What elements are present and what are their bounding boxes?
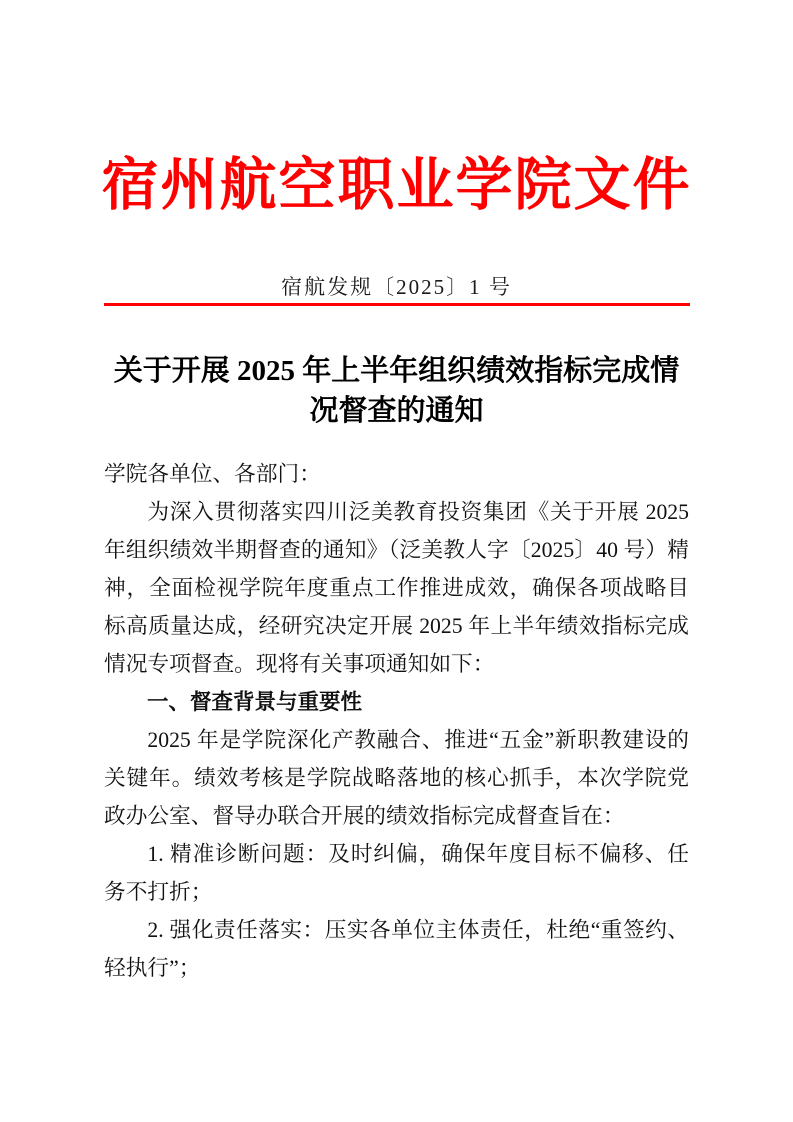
paragraph-item-2: 2. 强化责任落实：压实各单位主体责任，杜绝“重签约、轻执行”；: [104, 918, 689, 980]
document-title-line2: 况督查的通知: [309, 395, 484, 427]
document-body: [104, 455, 689, 987]
paragraph-item-1: 1. 精准诊断问题：及时纠偏，确保年度目标不偏移、任务不打折；: [104, 842, 689, 904]
document-title: [97, 351, 697, 431]
paragraph-intro: 为深入贯彻落实四川泛美教育投资集团《关于开展 2025 年组织绩效半期督查的通知》（泛美教人字〔2025〕40 号）精神，全面检视学院年度重点工作推进成效，确保各项战略目标高质量达成，经研究决定开展 2025 年上半年绩效指标完成情况专项督查。现将有关事项通知如下：: [104, 500, 689, 676]
document-title-line1: 关于开展 2025 年上半年组织绩效指标完成情: [113, 355, 680, 387]
doc-number: 宿航发规〔2025〕1 号: [281, 275, 512, 299]
paragraph-background: 2025 年是学院深化产教融合、推进“五金”新职教建设的关键年。绩效考核是学院战略落地的核心抓手，本次学院党政办公室、督导办联合开展的绩效指标完成督查旨在：: [104, 728, 689, 828]
red-divider-line: [104, 303, 690, 306]
org-title: 宿州航空职业学院文件: [101, 154, 692, 217]
salutation: 学院各单位、各部门：: [104, 462, 321, 486]
section-heading-1: 一、督查背景与重要性: [147, 690, 363, 714]
